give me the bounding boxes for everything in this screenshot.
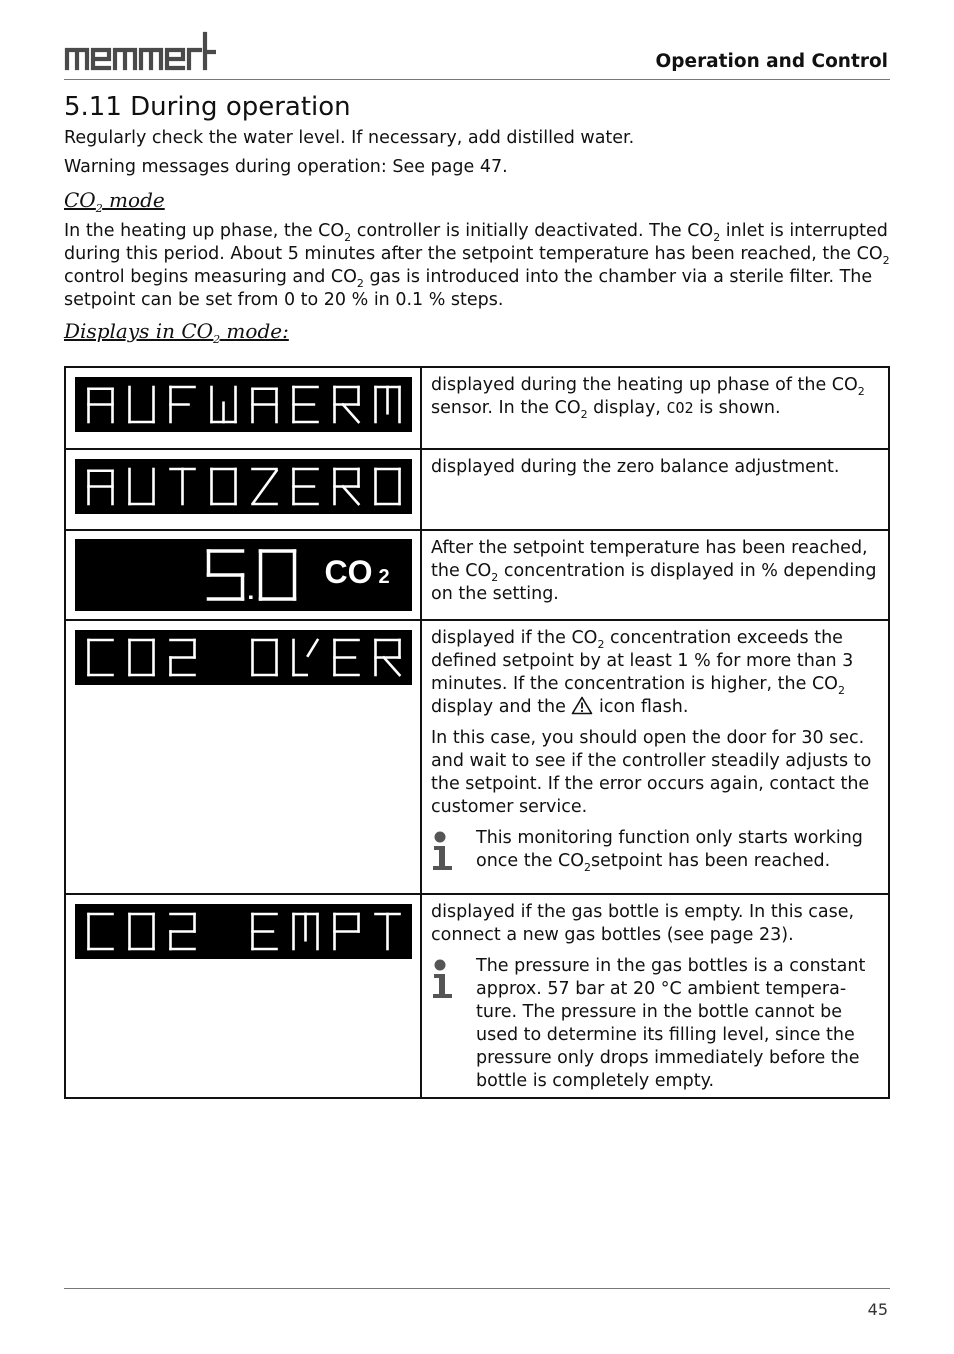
subscript: 2 <box>882 254 890 267</box>
subscript: 2 <box>584 861 592 874</box>
info-icon <box>431 827 476 878</box>
row-instructions: In this case, you should open the door for 30 sec. and wait to see if the controller steadily adjusts to the setpoint. If the error occurs again, contact the customer service. <box>431 728 872 817</box>
row-description <box>431 456 880 479</box>
lcd-glyph <box>89 640 113 675</box>
lcd-glyph <box>253 640 277 675</box>
section-title: 5.11 During operation <box>64 92 351 122</box>
lcd-display-autozero <box>75 459 412 514</box>
lcd-glyph <box>335 914 359 949</box>
lcd-glyph <box>294 469 318 504</box>
lcd-glyph <box>294 387 318 422</box>
table-row <box>65 367 889 449</box>
subscript: 2 <box>857 385 865 398</box>
co2-mode-description <box>64 220 890 312</box>
text-run: icon flash. <box>593 697 689 717</box>
text-run: The pressure in the gas bottles is a constant approx. 57 bar at 20 °C ambient tempera-ture. The pressure in the bottle cannot be used to determine its filling level, since the pressure only drops immediately before the bottle is completely empty. <box>476 956 866 1091</box>
lcd-glyph <box>171 387 195 422</box>
warning-paragraph: Warning messages during operation: See page 47. <box>64 157 508 177</box>
row-description <box>431 537 880 606</box>
row-description <box>431 374 880 420</box>
lcd-glyph <box>89 914 113 949</box>
lcd-dot <box>249 596 253 600</box>
intro-paragraph: Regularly check the water level. If necessary, add distilled water. <box>64 128 635 148</box>
displays-heading: Displays in $CO_2$ mode: <box>64 319 289 346</box>
display-cell <box>65 620 421 894</box>
lcd-glyph <box>89 471 113 504</box>
table-row <box>65 894 889 1098</box>
display-table <box>64 366 890 1099</box>
lcd-glyph <box>212 387 236 422</box>
row-description <box>431 901 880 947</box>
text-run: controller is initially deactivated. The CO <box>351 221 714 241</box>
text-run: inlet is interrupted during this period. About 5 minutes after the setpoint temperature has been reached, the CO <box>64 221 888 264</box>
running-header: Operation and Control <box>655 51 888 72</box>
lcd-display-aufwaerm <box>75 377 412 432</box>
footer-rule <box>64 1288 890 1289</box>
text-run: gas is introduced into the chamber via a sterile filter. The setpoint can be set from 0 to 20 % in 0.1 % steps. <box>64 267 873 310</box>
lcd-glyph <box>130 387 154 422</box>
lcd-glyph <box>376 914 400 949</box>
description-cell <box>421 620 889 894</box>
text-run: is shown. <box>693 398 781 418</box>
lcd-glyph <box>253 914 277 949</box>
lcd-glyph <box>335 469 359 504</box>
lcd-glyph <box>130 640 154 675</box>
subscript: 2 <box>491 571 499 584</box>
display-cell <box>65 449 421 530</box>
text-run: display, <box>587 398 667 418</box>
lcd-glyph <box>253 469 277 504</box>
table-row <box>65 530 889 620</box>
table-row <box>65 449 889 530</box>
lcd-glyph <box>130 914 154 949</box>
header-rule <box>64 79 890 80</box>
subscript: 2 <box>597 638 605 651</box>
lcd-glyph <box>89 389 113 422</box>
lcd-glyph <box>171 640 195 675</box>
page-number: 45 <box>867 1300 888 1319</box>
description-cell <box>421 530 889 620</box>
text-run: sensor. In the CO <box>431 398 581 418</box>
lcd-unit-label: CO 2 <box>324 554 390 590</box>
lcd-glyph <box>376 469 400 504</box>
info-note-text <box>476 827 880 873</box>
lcd-display-co2-empt <box>75 904 412 959</box>
lcd-display-co2-value <box>75 539 412 611</box>
row-description <box>431 627 880 719</box>
text-run: displayed during the zero balance adjustment. <box>431 457 840 477</box>
info-note <box>431 955 880 1093</box>
lcd-glyph <box>212 469 236 504</box>
subscript: 2 <box>580 408 588 421</box>
description-cell <box>421 367 889 449</box>
text-run: concentration exceeds the defined setpoint by at least 1 % for more than 3 minutes. If the concentration is higher, the CO <box>431 628 854 694</box>
subscript: 2 <box>837 684 845 697</box>
info-note <box>431 827 880 878</box>
lcd-glyph <box>376 640 400 675</box>
text-run: displayed if the CO <box>431 628 598 648</box>
info-note-text <box>476 955 880 1093</box>
text-run: displayed if the gas bottle is empty. In this case, connect a new gas bottles (see page 23). <box>431 902 855 945</box>
lcd-glyph <box>335 640 359 675</box>
text-run: concentration is displayed in % depending on the setting. <box>431 561 877 604</box>
warning-triangle-icon <box>571 697 593 717</box>
lcd-glyph <box>171 914 195 949</box>
lcd-glyph <box>335 387 359 422</box>
subscript: 2 <box>713 231 721 244</box>
lcd-glyph <box>209 551 243 599</box>
text-run: control begins measuring and CO <box>64 267 357 287</box>
text-run: display and the <box>431 697 572 717</box>
display-cell <box>65 367 421 449</box>
lcd-glyph <box>171 469 195 504</box>
lcd-glyph <box>130 469 154 504</box>
text-run: This monitoring function only starts working once the CO <box>476 828 863 871</box>
text-run: setpoint has been reached. <box>591 851 831 871</box>
mini-lcd-symbol: CO2 <box>666 399 694 417</box>
text-run: In the heating up phase, the CO <box>64 221 345 241</box>
description-cell <box>421 449 889 530</box>
lcd-glyph <box>261 551 295 599</box>
lcd-glyph <box>294 914 318 949</box>
display-cell <box>65 894 421 1098</box>
lcd-glyph <box>294 640 318 675</box>
description-cell <box>421 894 889 1098</box>
memmert-logo <box>64 30 216 72</box>
lcd-display-co2-over <box>75 630 412 685</box>
subscript: 2 <box>344 231 352 244</box>
co2-mode-heading: $CO_2$ mode <box>64 188 165 215</box>
table-row <box>65 620 889 894</box>
info-icon <box>431 955 476 1006</box>
subscript: 2 <box>356 277 364 290</box>
display-cell <box>65 530 421 620</box>
lcd-glyph <box>376 387 400 422</box>
lcd-glyph <box>253 389 277 422</box>
text-run: After the setpoint temperature has been reached, the CO <box>431 538 868 581</box>
text-run: displayed during the heating up phase of the CO <box>431 375 858 395</box>
